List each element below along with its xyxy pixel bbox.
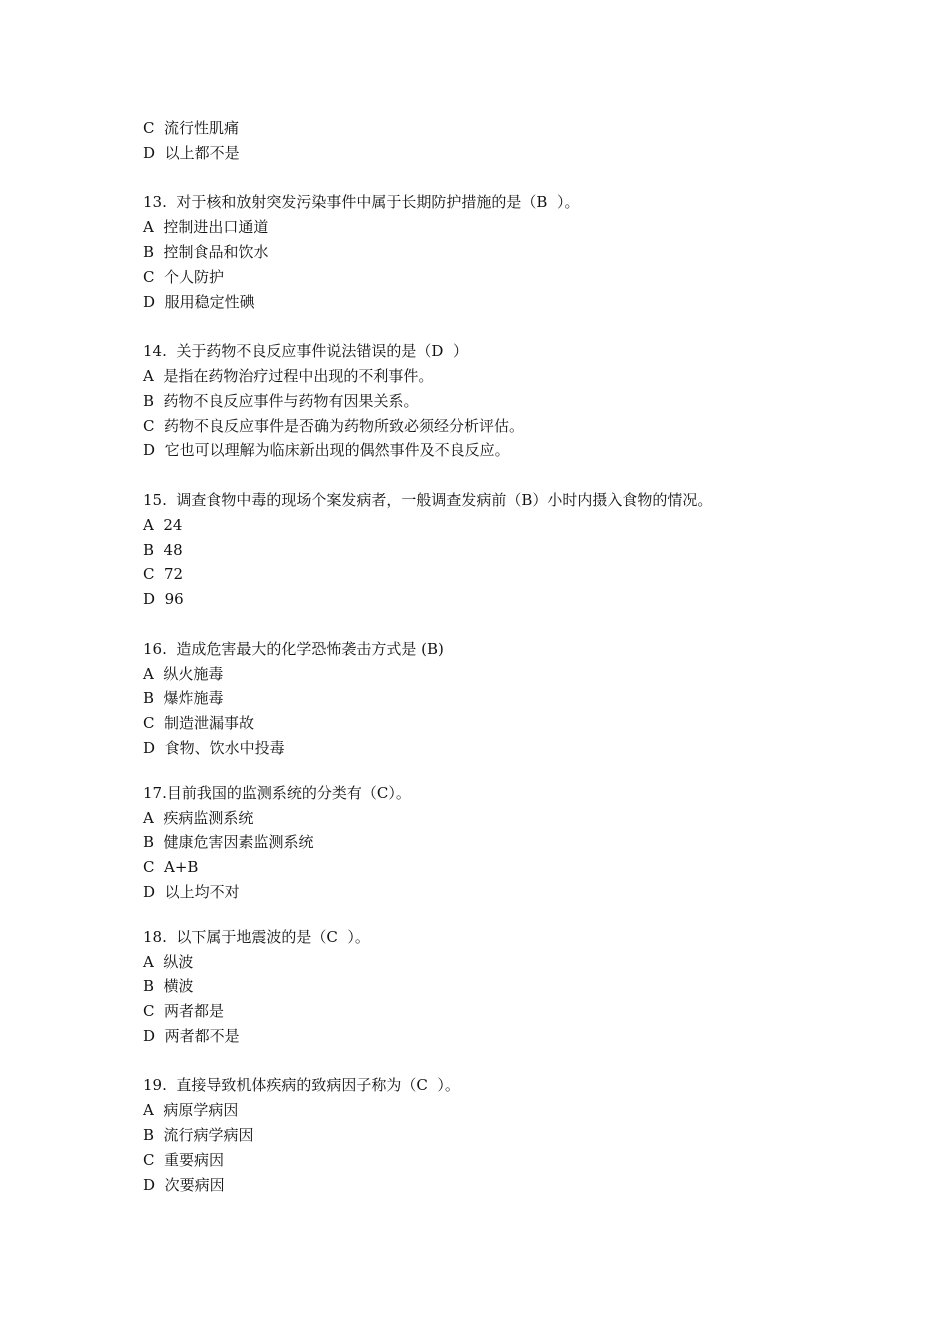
question-16 bbox=[143, 637, 823, 761]
option-line: A 24 bbox=[143, 515, 183, 534]
question-list bbox=[143, 116, 823, 1197]
question-stem: 17.目前我国的监测系统的分类有（C）。 bbox=[143, 783, 411, 802]
spacer bbox=[143, 905, 823, 925]
question-13 bbox=[143, 190, 823, 314]
option-line: A 疾病监测系统 bbox=[143, 808, 254, 827]
spacer bbox=[143, 1049, 823, 1074]
question-stem: 18. 以下属于地震波的是（C ）。 bbox=[143, 927, 370, 946]
question-stem: 13. 对于核和放射突发污染事件中属于长期防护措施的是（B ）。 bbox=[143, 193, 580, 212]
option-line: B 爆炸施毒 bbox=[143, 689, 224, 708]
option-line: D 以上都不是 bbox=[143, 143, 240, 162]
option-line: B 药物不良反应事件与药物有因果关系。 bbox=[143, 391, 419, 410]
option-line: A 纵波 bbox=[143, 952, 194, 971]
spacer bbox=[143, 761, 823, 781]
spacer bbox=[143, 166, 823, 191]
question-stem: 14. 关于药物不良反应事件说法错误的是（D ） bbox=[143, 342, 468, 361]
question-15 bbox=[143, 488, 823, 612]
option-line: D 次要病因 bbox=[143, 1175, 225, 1194]
option-line: C 流行性肌痛 bbox=[143, 119, 240, 137]
option-line: B 健康危害因素监测系统 bbox=[143, 833, 314, 852]
question-17 bbox=[143, 781, 823, 905]
spacer bbox=[143, 612, 823, 637]
option-line: A 是指在药物治疗过程中出现的不利事件。 bbox=[143, 366, 434, 385]
option-line: B 流行病学病因 bbox=[143, 1126, 254, 1145]
option-line: A 控制进出口通道 bbox=[143, 218, 269, 237]
question-18 bbox=[143, 925, 823, 1049]
option-line: A 病原学病因 bbox=[143, 1101, 239, 1120]
option-line: D 服用稳定性碘 bbox=[143, 292, 255, 311]
option-line: C A+B bbox=[143, 858, 199, 877]
option-line: B 控制食品和饮水 bbox=[143, 242, 269, 261]
option-line: C 药物不良反应事件是否确为药物所致必须经分析评估。 bbox=[143, 416, 525, 435]
option-line: A 纵火施毒 bbox=[143, 664, 224, 683]
option-line: C 两者都是 bbox=[143, 1002, 225, 1021]
question-14 bbox=[143, 339, 823, 463]
option-line: C 制造泄漏事故 bbox=[143, 714, 255, 733]
option-line: D 以上均不对 bbox=[143, 882, 240, 901]
option-line: D 食物、饮水中投毒 bbox=[143, 738, 285, 757]
option-line: C 重要病因 bbox=[143, 1150, 225, 1169]
option-line: B 48 bbox=[143, 540, 183, 559]
option-line: D 96 bbox=[143, 590, 184, 609]
option-line: C 个人防护 bbox=[143, 267, 225, 286]
option-line: B 横波 bbox=[143, 977, 194, 996]
option-line: D 它也可以理解为临床新出现的偶然事件及不良反应。 bbox=[143, 441, 510, 460]
question-19 bbox=[143, 1073, 823, 1197]
option-line: C 72 bbox=[143, 565, 184, 584]
question-stem: 15. 调查食物中毒的现场个案发病者，一般调查发病前（B）小时内摄入食物的情况。 bbox=[143, 490, 713, 509]
spacer bbox=[143, 314, 823, 339]
spacer bbox=[143, 463, 823, 488]
question-stem: 16. 造成危害最大的化学恐怖袭击方式是 (B) bbox=[143, 639, 444, 658]
option-line: D 两者都不是 bbox=[143, 1026, 240, 1045]
question-stem: 19. 直接导致机体疾病的致病因子称为（C ）。 bbox=[143, 1076, 460, 1095]
previous-question-options bbox=[143, 116, 823, 166]
